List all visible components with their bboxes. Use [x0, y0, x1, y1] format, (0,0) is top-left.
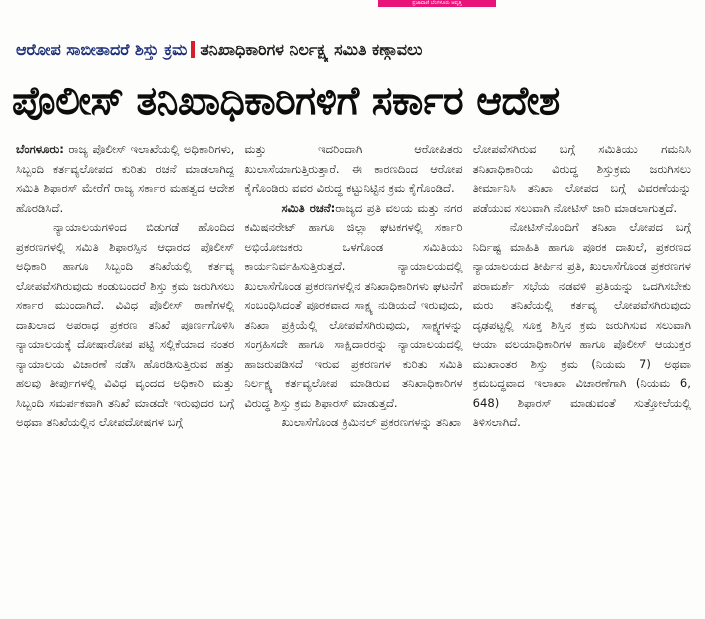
paragraph-text: ರಾಜ್ಯ ಪೊಲೀಸ್ ಇಲಾಖೆಯಲ್ಲಿ ಅಧಿಕಾರಿಗಳು, ಸಿಬ್ಬಂದಿ ಕರ್ತವ್ಯಲೋಪದ ಕುರಿತು ರಚನೆ ಮಾಡಲಾಗಿದ್ದ ಸಮಿತಿ ಶಿಫಾರಸ್ ಮೇರೆಗೆ ರಾಜ್ಯ ಸರ್ಕಾರ ಮಹತ್ವದ ಆದೇಶ ಹೊರಡಿಸಿದೆ.	[16, 142, 235, 215]
masthead-strip: ಪ್ರಜಾವಾಣಿ ಬೆಂಗಳೂರು ಆವೃತ್ತಿ	[378, 0, 496, 7]
article-body	[16, 140, 691, 608]
subhead-lead: ಸಮಿತಿ ರಚನೆ:	[281, 200, 336, 215]
paragraph: ನ್ಯಾಯಾಲಯಗಳಿಂದ ಬಿಡುಗಡೆ ಹೊಂದಿದ ಪ್ರಕರಣಗಳಲ್ಲಿ ಸಮಿತಿ ಶಿಫಾರಸ್ಸಿನ ಆಧಾರದ ಪೊಲೀಸ್ ಅಧಿಕಾರಿ ಹಾಗೂ ಸಿಬ್ಬಂದಿ ತನಿಖೆಯಲ್ಲಿ ಕರ್ತವ್ಯ ಲೋಪವೆಸಗಿರುವುದು ಕಂಡುಬಂದರೆ ಶಿಸ್ತು ಕ್ರಮ ಜರುಗಿಸಲು ಸರ್ಕಾರ ಮುಂದಾಗಿದೆ. ವಿವಿಧ ಪೊಲೀಸ್ ಠಾಣೆಗಳಲ್ಲಿ ದಾಖಲಾದ ಅಪರಾಧ ಪ್ರಕರಣ ತನಿಖೆ ಪೂರ್ಣಗೊಳಿಸಿ ನ್ಯಾಯಾಲಯಕ್ಕೆ ದೋಷಾರೋಪ ಪಟ್ಟಿ ಸಲ್ಲಿಕೆಯಾದ ನಂತರ ನ್ಯಾಯಾಲಯ ವಿಚಾರಣೆ ನಡೆಸಿ ಹೊರಡಿಸುತ್ತಿರುವ ಹತ್ತು ಹಲವು ತೀರ್ಪುಗಳಲ್ಲಿ ವಿವಿಧ ವೃಂದದ ಅಧಿಕಾರಿ ಮತ್ತು ಸಿಬ್ಬಂದಿ ಸಮರ್ಪಕವಾಗಿ ತನಿಖೆ ಮಾಡದೇ ಇರುವುದರ ಬಗ್ಗೆ ಅಥವಾ ತನಿಖೆಯಲ್ಲಿನ ಲೋಪದೋಷಗಳ ಬಗ್ಗೆ	[16, 220, 235, 429]
paragraph	[244, 199, 462, 414]
paragraph: ಖುಲಾಸೆಗೊಂಡ ಕ್ರಿಮಿನಲ್ ಪ್ರಕರಣಗಳನ್ನು ತನಿಖಾ	[281, 415, 462, 429]
kicker-line	[16, 38, 691, 62]
kicker-left: ಆರೋಪ ಸಾಬೀತಾದರೆ ಶಿಸ್ತು ಕ್ರಮ	[16, 40, 188, 59]
article-column-1	[16, 140, 234, 608]
dateline: ಬೆಂಗಳೂರು:	[16, 142, 64, 156]
headline: ಪೊಲೀಸ್ ತನಿಖಾಧಿಕಾರಿಗಳಿಗೆ ಸರ್ಕಾರ ಆದೇಶ	[12, 79, 560, 124]
kicker-right: ತನಿಖಾಧಿಕಾರಿಗಳ ನಿರ್ಲಕ್ಷ್ಯ ಸಮಿತಿ ಕಣ್ಗಾವಲು	[200, 40, 423, 59]
article-column-2	[244, 140, 462, 608]
paragraph: ಮತ್ತು ಇದರಿಂದಾಗಿ ಆರೋಪಿತರು ಖುಲಾಸೆಯಾಗುತ್ತಿರುತ್ತಾರೆ. ಈ ಕಾರಣದಿಂದ ಆರೋಪ ಕೈಗೊಂಡಿರು ವವರ ವಿರುದ್ಧ ಕಟ್ಟುನಿಟ್ಟಿನ ಕ್ರಮ ಕೈಗೊಂಡಿದೆ.	[244, 142, 463, 195]
kicker-separator	[191, 41, 195, 58]
paragraph: ಲೋಪವೆಸಗಿರುವ ಬಗ್ಗೆ ಸಮಿತಿಯು ಗಮನಿಸಿ ತನಿಖಾಧಿಕಾರಿಯ ವಿರುದ್ಧ ಶಿಸ್ತುಕ್ರಮ ಜರುಗಿಸಲು ತೀರ್ಮಾನಿಸಿ ತನಿಖಾ ಲೋಪದ ಬಗ್ಗೆ ವಿವರಣೆಯನ್ನು ಪಡೆಯುವ ಸಲುವಾಗಿ ನೋಟಿಸ್ ಜಾರಿ ಮಾಡಲಾಗುತ್ತದೆ.	[472, 142, 691, 215]
paragraph	[16, 140, 234, 218]
article-column-3	[473, 140, 691, 608]
paragraph-text: ರಾಜ್ಯದ ಪ್ರತಿ ವಲಯ ಮತ್ತು ನಗರ ಕಮಿಷನರೇಟ್ ಹಾಗೂ ಜಿಲ್ಲಾ ಘಟಕಗಳಲ್ಲಿ ಸರ್ಕಾರಿ ಅಭಿಯೋಜಕರು ಒಳಗೊಂಡ ಸಮಿತಿಯು ಕಾರ್ಯನಿರ್ವಹಿಸುತ್ತಿರುತ್ತದೆ. ನ್ಯಾಯಾಲಯದಲ್ಲಿ ಖುಲಾಸೆಗೊಂಡ ಪ್ರಕರಣಗಳಲ್ಲಿನ ತನಿಖಾಧಿಕಾರಿಗಳು ಘಟನೆಗೆ ಸಂಬಂಧಿಸಿದಂತೆ ಪೂರಕವಾದ ಸಾಕ್ಷ್ಯ ನುಡಿಯದೆ ಇರುವುದು, ತನಿಖಾ ಪ್ರಕ್ರಿಯೆಲ್ಲಿ ಲೋಪವೆಸಗಿರುವುದು, ಸಾಕ್ಷ್ಯಗಳನ್ನು ಸಂಗ್ರಹಿಸದೇ ಹಾಗೂ ಸಾಕ್ಷಿದಾರರನ್ನು ನ್ಯಾಯಾಲಯದಲ್ಲಿ ಹಾಜರುಪಡಿಸದೆ ಇರುವ ಪ್ರಕರಣಗಳ ಕುರಿತು ಸಮಿತಿ ನಿರ್ಲಕ್ಷ್ಯ ಕರ್ತವ್ಯಲೋಪ ಮಾಡಿರುವ ತನಿಖಾಧಿಕಾರಿಗಳ ವಿರುದ್ಧ ಶಿಸ್ತು ಕ್ರಮ ಶಿಫಾರಸ್ ಮಾಡುತ್ತದೆ.	[244, 200, 463, 410]
paragraph: ನೋಟಿಸ್‌ನೊಂದಿಗೆ ತನಿಖಾ ಲೋಪದ ಬಗ್ಗೆ ನಿರ್ದಿಷ್ಟ ಮಾಹಿತಿ ಹಾಗೂ ಪೂರಕ ದಾಖಲೆ, ಪ್ರಕರಣದ ನ್ಯಾಯಾಲಯದ ತೀರ್ಪಿನ ಪ್ರತಿ, ಖುಲಾಸೆಗೊಂಡ ಪ್ರಕರಣಗಳ ಪರಾಮರ್ಶೆ ಸಭೆಯ ನಡವಳಿ ಪ್ರತಿಯನ್ನು ಒದಗಿಸಬೇಕು ಮರು ತನಿಖೆಯಲ್ಲಿ ಕರ್ತವ್ಯ ಲೋಪವೆಸಗಿರುವುದು ದೃಢಪಟ್ಟಲ್ಲಿ ಸೂಕ್ತ ಶಿಸ್ತಿನ ಕ್ರಮ ಜರುಗಿಸುವ ಸಲುವಾಗಿ ಆಯಾ ವಲಯಾಧಿಕಾರಿಗಳ ಹಾಗೂ ಪೊಲೀಸ್ ಆಯುಕ್ತರ ಮುಖಾಂತರ ಶಿಸ್ತು ಕ್ರಮ (ನಿಯಮ 7) ಅಥವಾ ಕ್ರಮಬದ್ಧವಾದ ಇಲಾಖಾ ವಿಚಾರಣೆಗಾಗಿ (ನಿಯಮ 6, 648) ಶಿಫಾರಸ್ ಮಾಡುವಂತೆ ಸುತ್ತೋಲೆಯಲ್ಲಿ ತಿಳಿಸಲಾಗಿದೆ.	[472, 220, 691, 429]
